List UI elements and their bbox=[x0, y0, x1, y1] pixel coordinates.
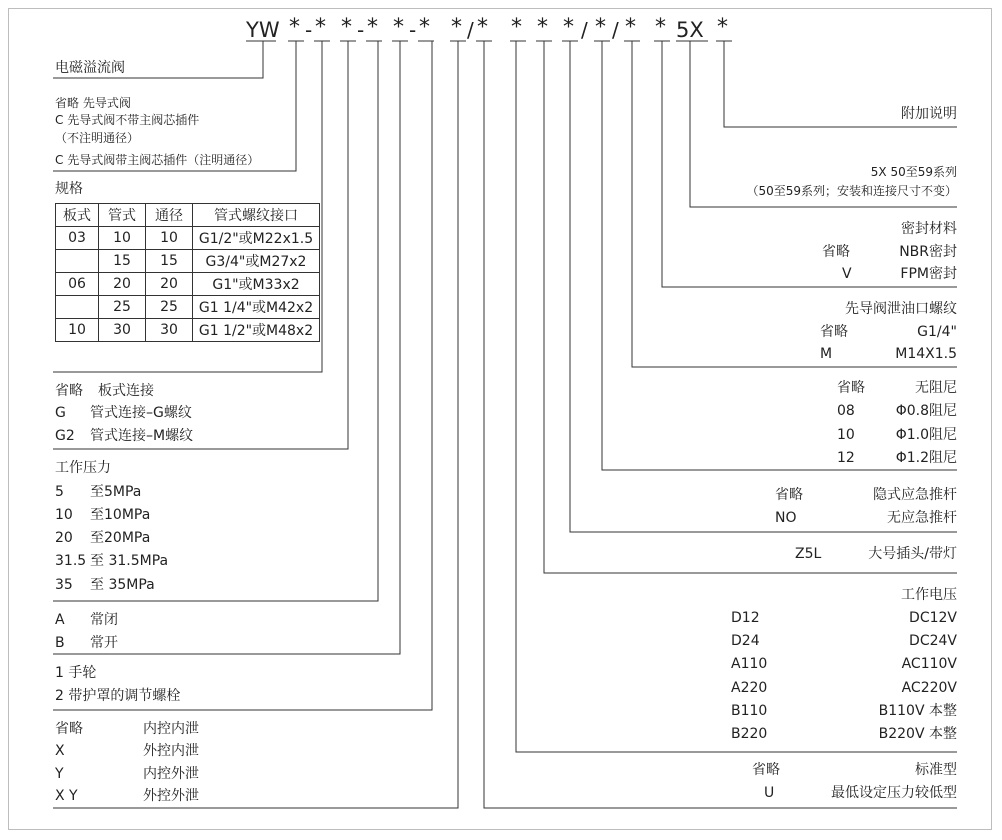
code-star-10: * bbox=[537, 15, 548, 40]
connection-desc-3: 管式连接–M螺纹 bbox=[90, 428, 194, 444]
connection-code-1: 省略 bbox=[55, 383, 83, 399]
code-star-11: * bbox=[563, 15, 574, 40]
spec-title: 规格 bbox=[55, 181, 83, 197]
seal-title: 密封材料 bbox=[901, 221, 957, 237]
code-star-15: * bbox=[717, 15, 728, 40]
state-desc-2: 常开 bbox=[90, 635, 118, 651]
type-desc-2: 最低设定压力较低型 bbox=[831, 785, 957, 801]
pressure-code-1: 5 bbox=[55, 484, 64, 500]
code-star-1: * bbox=[289, 15, 300, 40]
col-bore: 通径 bbox=[146, 204, 193, 227]
extra-note: 附加说明 bbox=[901, 106, 957, 122]
table-row bbox=[56, 227, 320, 250]
voltage-desc-1: DC12V bbox=[909, 610, 957, 626]
type-code-1: 省略 bbox=[752, 762, 780, 778]
col-thread: 管式螺纹接口 bbox=[193, 204, 320, 227]
state-desc-1: 常闭 bbox=[90, 612, 118, 628]
state-code-1: A bbox=[55, 612, 65, 628]
pressure-title: 工作压力 bbox=[55, 460, 111, 476]
table-cell: 10 bbox=[99, 227, 146, 250]
drain-code-3: Y bbox=[55, 766, 64, 782]
table-cell: 25 bbox=[146, 296, 193, 319]
code-dash-1: - bbox=[305, 18, 313, 42]
connection-desc-1: 板式连接 bbox=[98, 383, 154, 399]
state-code-2: B bbox=[55, 635, 65, 651]
table-cell: 20 bbox=[99, 273, 146, 296]
code-star-5: * bbox=[393, 15, 404, 40]
damping-code-4: 12 bbox=[837, 450, 855, 466]
voltage-desc-3: AC110V bbox=[901, 656, 957, 672]
model-prefix: YW bbox=[246, 18, 280, 42]
adjust-option-2: 2 带护罩的调节螺栓 bbox=[55, 688, 181, 704]
voltage-desc-5: B110V 本整 bbox=[878, 703, 957, 719]
code-slash-3: / bbox=[612, 18, 619, 42]
voltage-desc-6: B220V 本整 bbox=[878, 726, 957, 742]
damping-code-3: 10 bbox=[837, 427, 855, 443]
table-row bbox=[56, 319, 320, 342]
drain-code-1: 省略 bbox=[55, 721, 83, 737]
drain-desc-2: 外控内泄 bbox=[143, 743, 199, 759]
pressure-code-4: 31.5 bbox=[55, 553, 87, 569]
code-star-2: * bbox=[315, 15, 326, 40]
pilot-option-1: 省略 先导式阀 bbox=[55, 96, 131, 110]
drain-desc-4: 外控外泄 bbox=[143, 788, 199, 804]
table-cell: 03 bbox=[56, 227, 99, 250]
voltage-code-4: A220 bbox=[731, 680, 768, 696]
table-cell: 30 bbox=[146, 319, 193, 342]
pressure-code-5: 35 bbox=[55, 577, 73, 593]
adjust-option-1: 1 手轮 bbox=[55, 665, 97, 681]
pressure-desc-1: 至5MPa bbox=[90, 484, 142, 500]
pilot-drain-code-2: M bbox=[820, 346, 833, 362]
damping-desc-3: Φ1.0阻尼 bbox=[895, 427, 957, 443]
pilot-drain-code-1: 省略 bbox=[820, 324, 848, 340]
table-cell: 25 bbox=[99, 296, 146, 319]
drain-desc-3: 内控外泄 bbox=[143, 766, 199, 782]
pressure-code-3: 20 bbox=[55, 530, 73, 546]
pilot-drain-desc-1: G1/4" bbox=[917, 324, 957, 340]
table-cell: G3/4"或M27x2 bbox=[193, 250, 320, 273]
table-row bbox=[56, 296, 320, 319]
pressure-code-2: 10 bbox=[55, 507, 73, 523]
table-cell: 30 bbox=[99, 319, 146, 342]
voltage-desc-2: DC24V bbox=[909, 633, 957, 649]
voltage-title: 工作电压 bbox=[901, 587, 957, 603]
voltage-code-3: A110 bbox=[731, 656, 768, 672]
voltage-desc-4: AC220V bbox=[901, 680, 957, 696]
code-star-13: * bbox=[625, 15, 636, 40]
code-dash-3: - bbox=[409, 18, 417, 42]
table-cell bbox=[56, 250, 99, 273]
series-line-2: （50至59系列；安装和连接尺寸不变） bbox=[746, 184, 957, 198]
drain-code-4: X Y bbox=[55, 788, 78, 804]
table-cell: G1/2"或M22x1.5 bbox=[193, 227, 320, 250]
damping-code-2: 08 bbox=[837, 403, 855, 419]
damping-desc-1: 无阻尼 bbox=[915, 380, 957, 396]
drain-code-2: X bbox=[55, 743, 65, 759]
col-pipe: 管式 bbox=[99, 204, 146, 227]
pilot-option-2: C 先导式阀不带主阀芯插件 bbox=[55, 113, 200, 127]
table-cell: 15 bbox=[146, 250, 193, 273]
voltage-code-2: D24 bbox=[731, 633, 760, 649]
seal-code-1: 省略 bbox=[822, 244, 850, 260]
code-star-7: * bbox=[451, 15, 462, 40]
table-cell: G1 1/4"或M42x2 bbox=[193, 296, 320, 319]
pressure-desc-4: 至 31.5MPa bbox=[90, 553, 169, 569]
connection-code-3: G2 bbox=[55, 428, 75, 444]
code-slash-2: / bbox=[581, 18, 588, 42]
pressure-desc-5: 至 35MPa bbox=[90, 577, 155, 593]
pressure-desc-2: 至10MPa bbox=[90, 507, 151, 523]
pilot-drain-title: 先导阀泄油口螺纹 bbox=[845, 301, 957, 317]
table-row bbox=[56, 273, 320, 296]
seal-code-2: V bbox=[842, 266, 852, 282]
code-star-4: * bbox=[367, 15, 378, 40]
spec-table bbox=[55, 203, 320, 342]
code-star-8: * bbox=[477, 15, 488, 40]
series-line-1: 5X 50至59系列 bbox=[870, 165, 957, 179]
type-desc-1: 标准型 bbox=[915, 762, 957, 778]
col-plate: 板式 bbox=[56, 204, 99, 227]
plug-desc: 大号插头/带灯 bbox=[868, 546, 957, 562]
type-code-2: U bbox=[764, 785, 775, 801]
code-slash-1: / bbox=[467, 18, 474, 42]
emergency-desc-1: 隐式应急推杆 bbox=[873, 487, 957, 503]
emergency-code-2: NO bbox=[775, 510, 797, 526]
table-cell: G1 1/2"或M48x2 bbox=[193, 319, 320, 342]
table-cell: 10 bbox=[56, 319, 99, 342]
voltage-code-5: B110 bbox=[731, 703, 768, 719]
table-row bbox=[56, 250, 320, 273]
pilot-drain-desc-2: M14X1.5 bbox=[895, 346, 957, 362]
table-cell: G1"或M33x2 bbox=[193, 273, 320, 296]
plug-code: Z5L bbox=[795, 546, 822, 562]
damping-desc-4: Φ1.2阻尼 bbox=[895, 450, 957, 466]
pilot-option-2-note: （不注明通径） bbox=[55, 131, 140, 145]
table-cell: 20 bbox=[146, 273, 193, 296]
model-series: 5X bbox=[676, 18, 704, 42]
connection-code-2: G bbox=[55, 405, 66, 421]
drain-desc-1: 内控内泄 bbox=[143, 721, 199, 737]
code-star-9: * bbox=[511, 15, 522, 40]
seal-desc-2: FPM密封 bbox=[900, 266, 957, 282]
table-cell: 10 bbox=[146, 227, 193, 250]
code-star-6: * bbox=[419, 15, 430, 40]
table-cell: 06 bbox=[56, 273, 99, 296]
spec-table-header bbox=[56, 204, 320, 227]
emergency-code-1: 省略 bbox=[775, 487, 803, 503]
voltage-code-1: D12 bbox=[731, 610, 760, 626]
pressure-desc-3: 至20MPa bbox=[90, 530, 151, 546]
code-star-3: * bbox=[341, 15, 352, 40]
code-star-14: * bbox=[655, 15, 666, 40]
code-star-12: * bbox=[595, 15, 606, 40]
voltage-code-6: B220 bbox=[731, 726, 768, 742]
pilot-option-3: C 先导式阀带主阀芯插件（注明通径） bbox=[55, 153, 260, 167]
table-cell: 15 bbox=[99, 250, 146, 273]
valve-name: 电磁溢流阀 bbox=[55, 60, 125, 76]
emergency-desc-2: 无应急推杆 bbox=[887, 510, 957, 526]
damping-desc-2: Φ0.8阻尼 bbox=[895, 403, 957, 419]
seal-desc-1: NBR密封 bbox=[899, 244, 957, 260]
code-dash-2: - bbox=[357, 18, 365, 42]
damping-code-1: 省略 bbox=[837, 380, 865, 396]
connection-desc-2: 管式连接–G螺纹 bbox=[90, 405, 192, 421]
table-cell bbox=[56, 296, 99, 319]
